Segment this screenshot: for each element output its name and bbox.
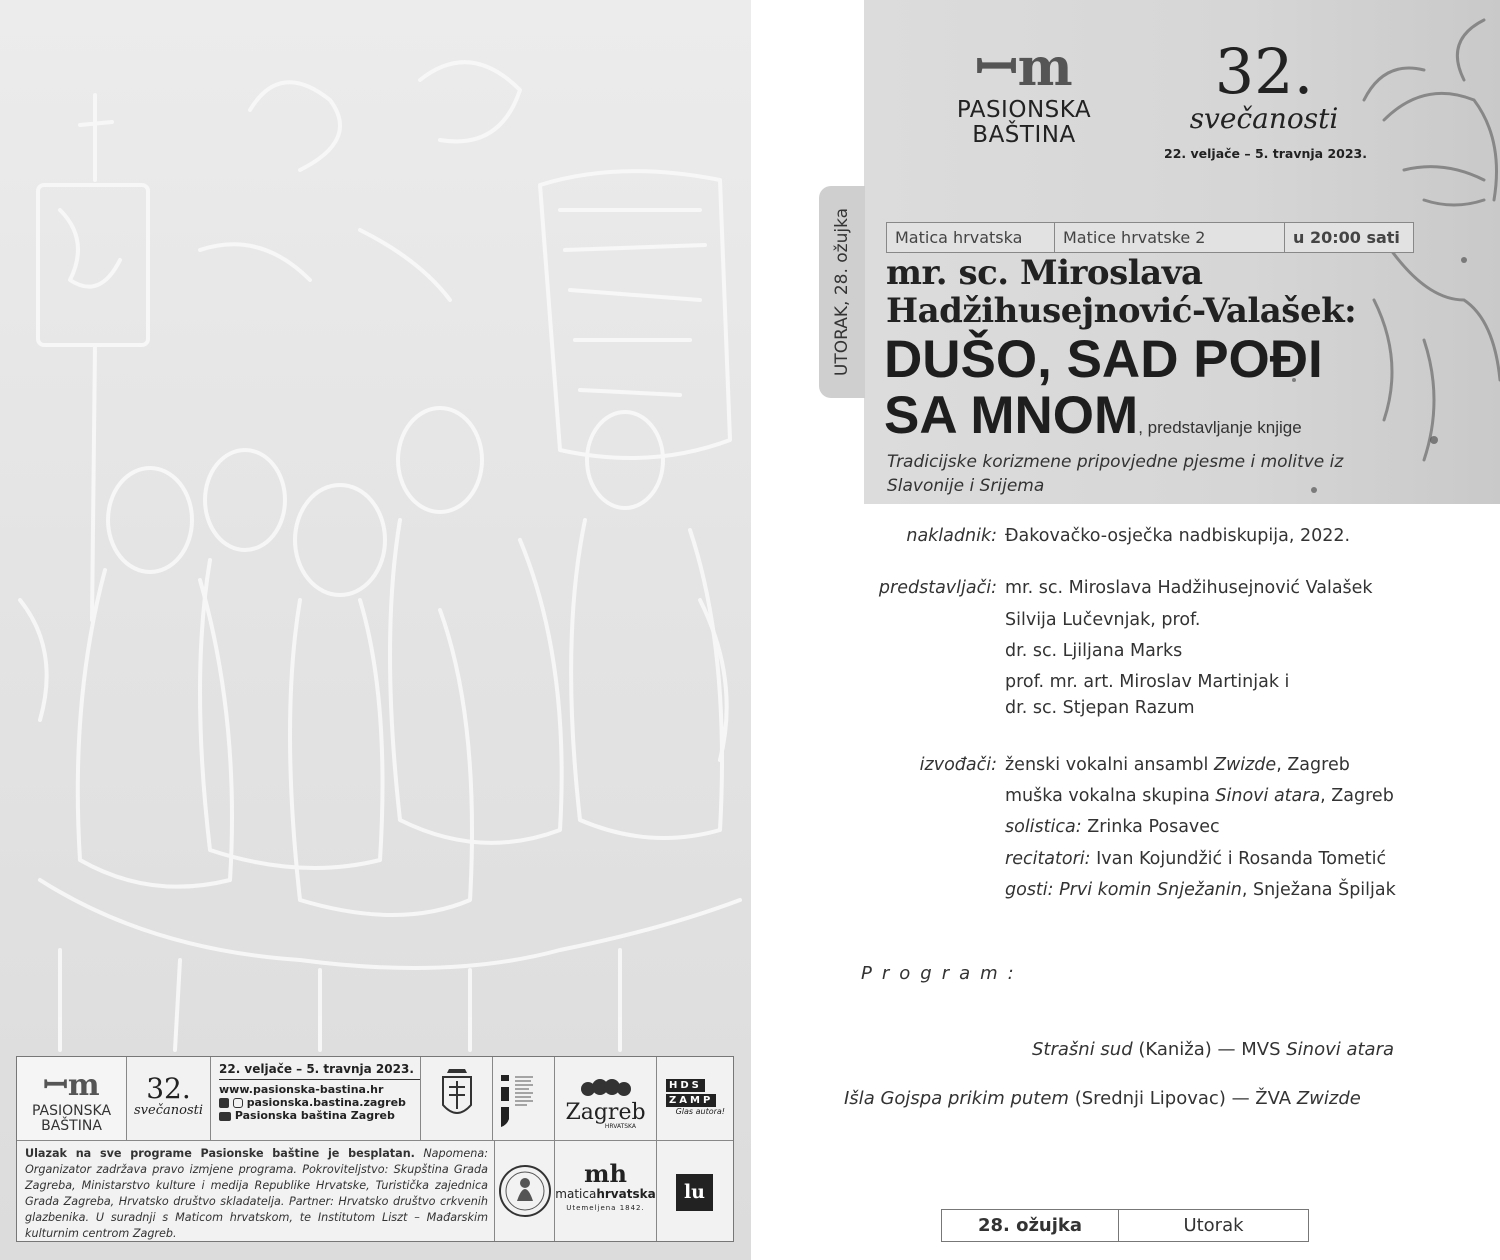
church-musicians-seal — [495, 1141, 555, 1241]
footer-edition — [127, 1057, 211, 1141]
festival-date-range: 22. veljače – 5. travnja 2023. — [1164, 146, 1367, 161]
ministry-logo — [493, 1057, 555, 1141]
footer-box — [16, 1056, 734, 1242]
matica-hrvatska-logo — [555, 1141, 657, 1241]
hds-line2: ZAMP — [666, 1094, 716, 1107]
zagreb-logo-sub: HRVATSKA — [604, 1123, 636, 1130]
mh-emblem-icon: mh — [584, 1159, 627, 1188]
bottom-date: 28. ožujka — [942, 1210, 1119, 1241]
event-author — [886, 254, 1356, 330]
festival-logo-line2: BAŠTINA — [972, 122, 1076, 148]
performer-role: solistica: — [1005, 817, 1082, 837]
footer-social-link[interactable] — [219, 1096, 420, 1109]
pb-emblem-icon: ꟷm — [43, 1068, 100, 1103]
bottom-day: Utorak — [1183, 1215, 1244, 1236]
matica-sub: Utemeljena 1842. — [566, 1204, 645, 1212]
performer-text: ženski vokalni ansambl — [1005, 755, 1214, 775]
performer-name: Zwizde — [1213, 755, 1277, 775]
hds-zamp-logo — [657, 1057, 733, 1141]
youtube-icon — [219, 1112, 231, 1121]
edition-word: svečanosti — [1189, 102, 1339, 135]
seal-icon — [495, 1141, 555, 1241]
title-suffix: , predstavljanje knjige — [1138, 418, 1302, 437]
footer-logo-line1: PASIONSKA — [31, 1103, 112, 1119]
performer-text: , Zagreb — [1276, 755, 1350, 775]
title-line2-wrap — [884, 388, 1323, 456]
festival-logo-line1: PASIONSKA — [956, 97, 1092, 123]
pb-large-emblem-icon: ꟷm — [975, 37, 1073, 98]
program-song: Strašni sud — [1032, 1039, 1133, 1060]
presenter-item: Silvija Lučevnjak, prof. — [1005, 610, 1201, 630]
ministry-comma-icon — [493, 1057, 555, 1141]
hds-letters — [666, 1079, 733, 1092]
event-time: u 20:00 sati — [1293, 228, 1400, 247]
performer-item — [1005, 786, 1394, 806]
liszt-mark-icon: lu — [676, 1174, 713, 1211]
performer-text: Zrinka Posavec — [1081, 817, 1220, 837]
subtitle-line1: Tradicijske korizmene pripovjedne pjesme i molitve iz — [887, 452, 1344, 472]
program-performer: Zwizde — [1296, 1088, 1361, 1109]
footer-festival-logo — [17, 1057, 127, 1141]
title-line2: SA MNOM — [884, 386, 1139, 445]
presenter-item: mr. sc. Miroslava Hadžihusejnović Valašek — [1005, 578, 1373, 598]
footer-youtube-link[interactable] — [219, 1109, 420, 1122]
coat-of-arms-icon — [421, 1057, 493, 1141]
city-coat-of-arms-logo — [421, 1057, 493, 1141]
liszt-institute-logo — [657, 1141, 733, 1241]
presenter-item: dr. sc. Ljiljana Marks — [1005, 641, 1183, 661]
zagreb-hearts-icon — [576, 1077, 636, 1099]
event-address: Matice hrvatske 2 — [1055, 223, 1285, 252]
matica-light: matica — [555, 1187, 597, 1201]
footer-youtube-channel: Pasionska baština Zagreb — [234, 1109, 395, 1122]
performer-item — [1005, 817, 1220, 837]
footer-logo-line2: BAŠTINA — [41, 1118, 102, 1134]
presenter-item: dr. sc. Stjepan Razum — [1005, 698, 1195, 718]
event-subtitle — [887, 450, 1367, 498]
event-meta-row — [886, 222, 1414, 253]
zagreb-tourism-logo — [555, 1057, 657, 1141]
presenter-item: prof. mr. art. Miroslav Martinjak i — [1005, 672, 1290, 692]
performer-role: gosti: Prvi komin Snježanin — [1005, 880, 1242, 900]
right-panel — [751, 0, 1500, 1260]
publisher-value: Đakovačko-osječka nadbiskupija, 2022. — [1005, 526, 1351, 546]
performer-text: muška vokalna skupina — [1005, 786, 1216, 806]
performer-text: Ivan Kojundžić i Rosanda Tometić — [1090, 849, 1387, 869]
presenters-label: predstavljači: — [878, 578, 997, 598]
footer-date-range: 22. veljače – 5. travnja 2023. — [219, 1062, 420, 1080]
instagram-icon — [233, 1098, 243, 1108]
program-origin: (Kaniža) — MVS — [1132, 1039, 1287, 1060]
performer-item — [1005, 755, 1350, 775]
performer-item — [1005, 880, 1396, 900]
notice-rest: Napomena: Organizator zadržava pravo izmjene programa. Pokroviteljstvo: Skupština Grada Zagreba, Ministarstvo kulture i medija Republike Hrvatske, Turistička zajednica Grada Zagreba, Hrvatsko društvo skladatelja. Partner: Hrvatsko društvo crkvenih glazbenika. U suradnji s Maticom hrvatskom, te Institutom Liszt – Mađarskim kulturnim centrom Zagreb. — [25, 1147, 488, 1240]
date-tab-label: UTORAK, 28. ožujka — [832, 207, 852, 377]
performers-label: izvođači: — [919, 755, 997, 775]
program-item — [844, 1088, 1361, 1109]
event-venue: Matica hrvatska — [887, 223, 1055, 252]
matica-bold: hrvatska — [596, 1187, 656, 1201]
event-title — [884, 332, 1323, 456]
festival-logo — [944, 38, 1104, 148]
hds-line1: HDS — [666, 1079, 705, 1092]
procession-sketch-illustration — [0, 0, 751, 1060]
matica-logo-text — [555, 1188, 656, 1201]
footer-edition-word: svečanosti — [134, 1103, 203, 1118]
performer-text: , Snježana Špiljak — [1241, 880, 1396, 900]
date-tab — [819, 186, 865, 398]
performer-item — [1005, 849, 1386, 869]
bottom-date-table — [941, 1209, 1309, 1242]
performer-role: recitatori: — [1005, 849, 1091, 869]
program-item — [1032, 1039, 1394, 1060]
footer-social-handle: pasionska.bastina.zagreb — [246, 1096, 406, 1109]
festival-edition — [1164, 35, 1367, 161]
publisher-label: nakladnik: — [906, 526, 997, 546]
subtitle-line2: Slavonije i Srijema — [887, 476, 1045, 496]
hds-tagline: Glas autora! — [675, 1107, 725, 1116]
footer-edition-number: 32. — [146, 1072, 191, 1105]
program-performer: Sinovi atara — [1286, 1039, 1395, 1060]
program-song: Išla Gojspa prikim putem — [844, 1088, 1069, 1109]
zamp-letters — [666, 1094, 733, 1107]
program-origin: (Srednji Lipovac) — ŽVA — [1068, 1088, 1297, 1109]
author-line1: mr. sc. Miroslava — [886, 253, 1203, 293]
footer-links — [211, 1057, 421, 1141]
facebook-icon — [219, 1098, 229, 1108]
footer-notice — [17, 1141, 495, 1241]
performer-text: , Zagreb — [1320, 786, 1394, 806]
author-line2: Hadžihusejnović-Valašek: — [886, 291, 1357, 331]
edition-number: 32. — [1214, 35, 1314, 108]
zagreb-logo-text: Zagreb — [565, 1100, 646, 1125]
footer-website-link[interactable]: www.pasionska-bastina.hr — [219, 1083, 384, 1096]
notice-bold: Ulazak na sve programe Pasionske baštine je besplatan. — [25, 1147, 415, 1160]
program-label: Program: — [861, 963, 1024, 984]
performer-name: Sinovi atara — [1215, 786, 1321, 806]
title-line1: DUŠO, SAD POĐI — [884, 330, 1323, 389]
